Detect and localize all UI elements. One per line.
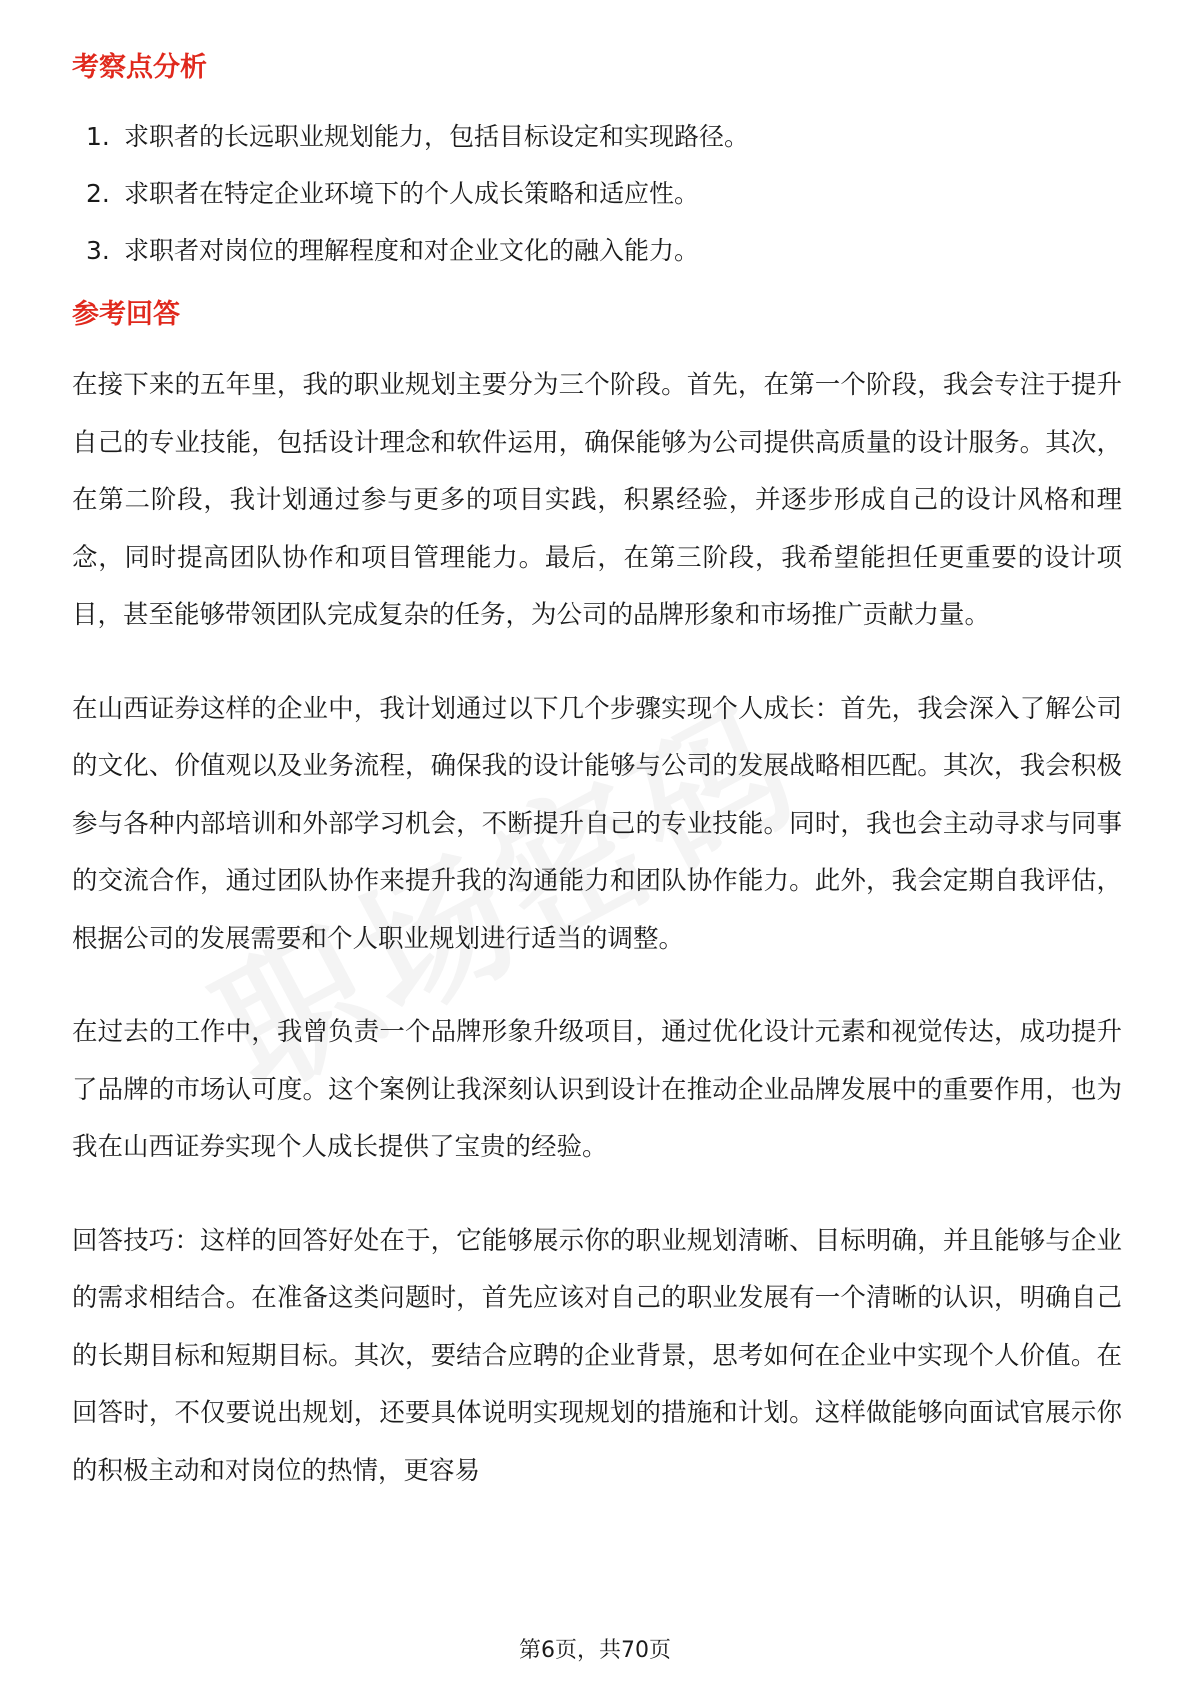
answer-paragraph-3: 在过去的工作中，我曾负责一个品牌形象升级项目，通过优化设计元素和视觉传达，成功提升了品牌的市场认可度。这个案例让我深刻认识到设计在推动企业品牌发展中的重要作用，也为我在山西证券实现个人成长提供了宝贵的经验。	[72, 1017, 1122, 1162]
analysis-heading: 考察点分析	[72, 52, 207, 83]
page-number: 第6页，共70页	[519, 1638, 671, 1663]
list-item	[72, 222, 1122, 279]
analysis-list	[72, 108, 1122, 279]
page-content	[72, 48, 1122, 1500]
answer-paragraph-2: 在山西证券这样的企业中，我计划通过以下几个步骤实现个人成长：首先，我会深入了解公司的文化、价值观以及业务流程，确保我的设计能够与公司的发展战略相匹配。其次，我会积极参与各种内部培训和外部学习机会，不断提升自己的专业技能。同时，我也会主动寻求与同事的交流合作，通过团队协作来提升我的沟通能力和团队协作能力。此外，我会定期自我评估，根据公司的发展需要和个人职业规划进行适当的调整。	[72, 693, 1122, 954]
list-item-text: 求职者的长远职业规划能力，包括目标设定和实现路径。	[124, 122, 750, 151]
list-item-number: 2.	[86, 179, 110, 208]
list-item-text: 求职者在特定企业环境下的个人成长策略和适应性。	[124, 179, 700, 208]
list-item-text: 求职者对岗位的理解程度和对企业文化的融入能力。	[124, 236, 700, 265]
tips-paragraph: 回答技巧：这样的回答好处在于，它能够展示你的职业规划清晰、目标明确，并且能够与企业的需求相结合。在准备这类问题时，首先应该对自己的职业发展有一个清晰的认识，明确自己的长期目标和短期目标。其次，要结合应聘的企业背景，思考如何在企业中实现个人价值。在回答时，不仅要说出规划，还要具体说明实现规划的措施和计划。这样做能够向面试官展示你的积极主动和对岗位的热情，更容易	[72, 1225, 1122, 1486]
list-item-number: 3.	[86, 236, 110, 265]
list-item	[72, 165, 1122, 222]
list-item	[72, 108, 1122, 165]
answer-heading: 参考回答	[72, 299, 180, 330]
list-item-number: 1.	[86, 122, 110, 151]
answer-paragraph-1: 在接下来的五年里，我的职业规划主要分为三个阶段。首先，在第一个阶段，我会专注于提升自己的专业技能，包括设计理念和软件运用，确保能够为公司提供高质量的设计服务。其次，在第二阶段，我计划通过参与更多的项目实践，积累经验，并逐步形成自己的设计风格和理念，同时提高团队协作和项目管理能力。最后，在第三阶段，我希望能担任更重要的设计项目，甚至能够带领团队完成复杂的任务，为公司的品牌形象和市场推广贡献力量。	[72, 370, 1122, 630]
